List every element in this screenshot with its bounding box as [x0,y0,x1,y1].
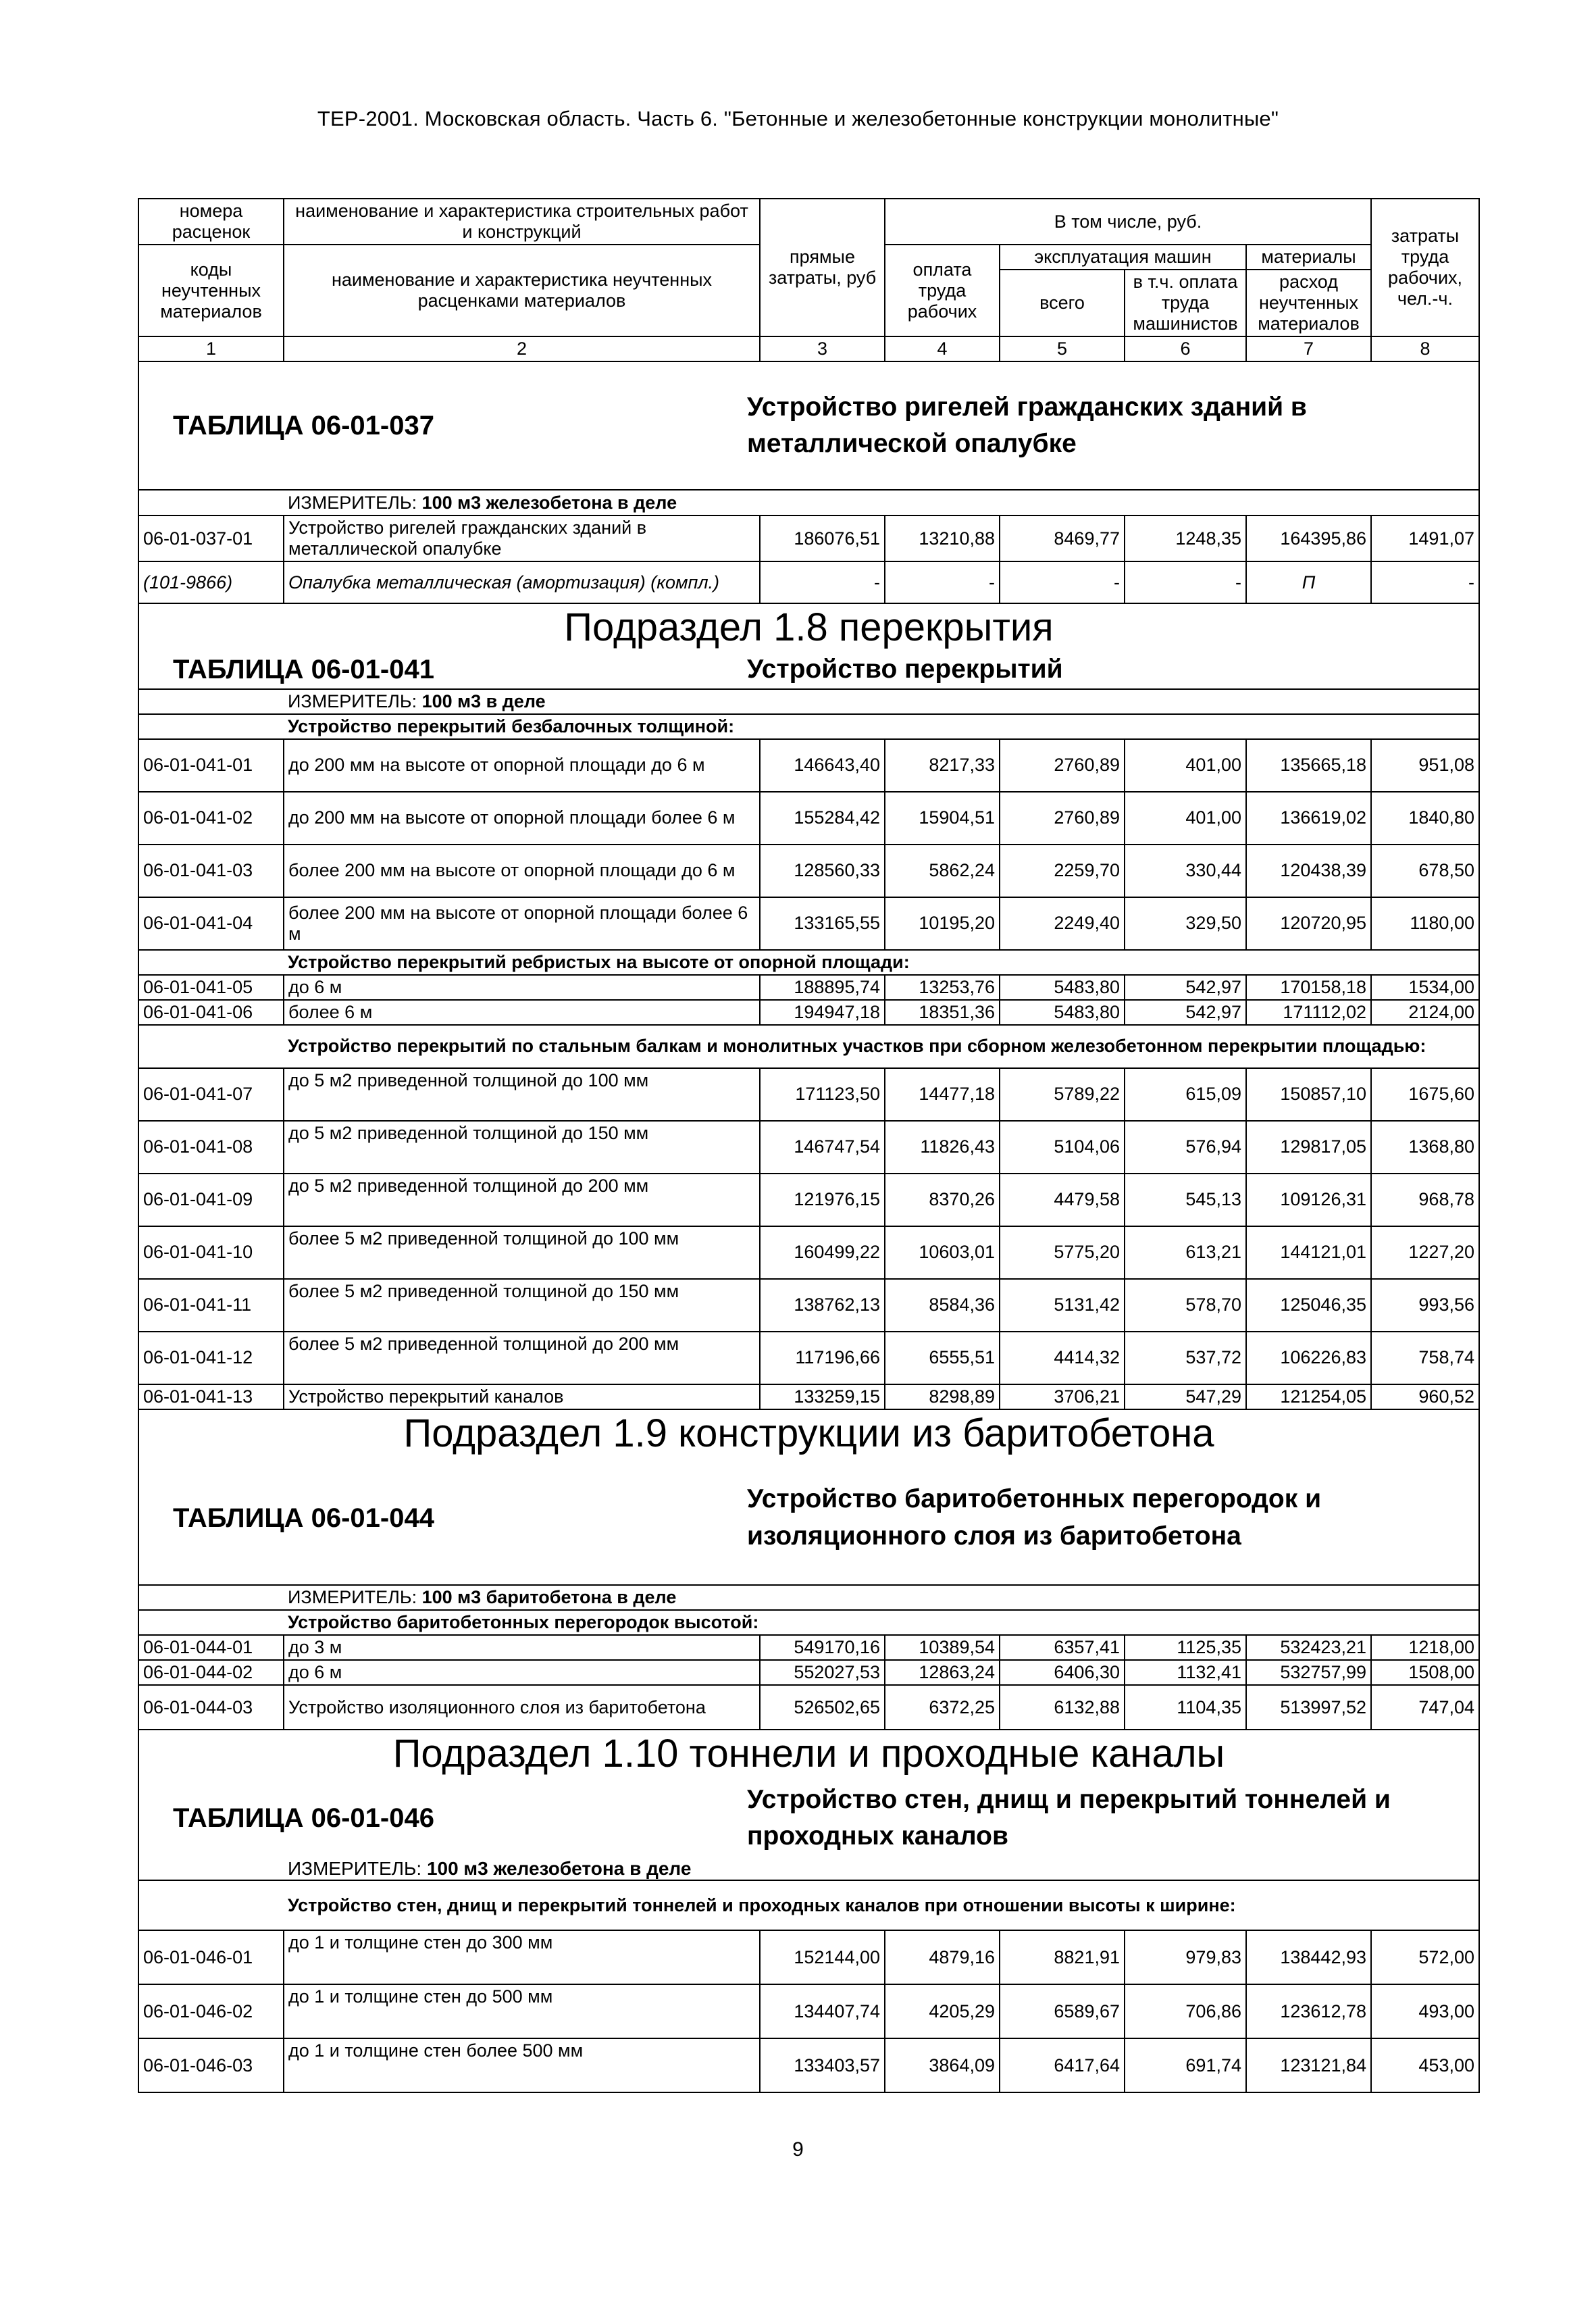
col-number: 8 [1371,336,1479,361]
rate-code: 06-01-044-01 [138,1635,284,1660]
value-labor: 1227,20 [1371,1226,1479,1279]
value-direct: 552027,53 [760,1660,885,1685]
table-heading-cell [138,361,1479,490]
value-operators: 615,09 [1125,1068,1246,1121]
value-wages: 8217,33 [885,739,1000,792]
value-operators: 330,44 [1125,845,1246,897]
value-operators: 542,97 [1125,975,1246,1000]
value-wages: 12863,24 [885,1660,1000,1685]
value-operators: 1132,41 [1125,1660,1246,1685]
table-row [138,561,1479,603]
table-row [138,1174,1479,1226]
value-wages: 18351,36 [885,1000,1000,1025]
rate-code: 06-01-044-02 [138,1660,284,1685]
value-materials: 125046,35 [1246,1279,1371,1332]
value-materials: П [1246,561,1371,603]
value-direct: 194947,18 [760,1000,885,1025]
value-labor: 1180,00 [1371,897,1479,950]
value-machines: 5483,80 [1000,1000,1125,1025]
value-labor: 968,78 [1371,1174,1479,1226]
rate-code: 06-01-044-03 [138,1685,284,1730]
subsection-title: Подраздел 1.10 тоннели и проходные каналы [392,1732,1225,1776]
value-machines: 5789,22 [1000,1068,1125,1121]
rate-code: 06-01-041-04 [138,897,284,950]
table-row [138,845,1479,897]
rate-name: до 5 м2 приведенной толщиной до 100 мм [284,1068,760,1121]
table-row [138,897,1479,950]
value-labor: 493,00 [1371,1984,1479,2038]
measure-value: 100 м3 баритобетона в деле [421,1586,677,1607]
value-labor: 453,00 [1371,2038,1479,2092]
group-row [138,950,1479,975]
table-id: ТАБЛИЦА 06-01-046 [173,1803,434,1834]
value-wages: 4879,16 [885,1930,1000,1984]
rate-name: до 200 мм на высоте от опорной площади до 6 м [284,739,760,792]
page-number: 9 [792,2138,804,2161]
col-number: 7 [1246,336,1371,361]
material-name: Опалубка металлическая (амортизация) (компл.) [284,561,760,603]
table-row [138,2038,1479,2092]
value-machines: 4414,32 [1000,1332,1125,1384]
value-labor: 1218,00 [1371,1635,1479,1660]
rate-name: более 200 мм на высоте от опорной площади до 6 м [284,845,760,897]
value-direct: 128560,33 [760,845,885,897]
value-machines: 4479,58 [1000,1174,1125,1226]
value-operators: 542,97 [1125,1000,1246,1025]
value-operators: - [1125,561,1246,603]
group-row [138,714,1479,739]
rate-name: до 3 м [284,1635,760,1660]
table-row [138,1635,1479,1660]
value-labor: 951,08 [1371,739,1479,792]
table-title: Устройство перекрытий [747,655,1063,684]
group-row [138,1880,1479,1930]
measure-text [284,689,1479,714]
measure-value: 100 м3 в деле [421,690,546,711]
table-row [138,792,1479,845]
col-number: 5 [1000,336,1125,361]
value-wages: - [885,561,1000,603]
value-labor: 572,00 [1371,1930,1479,1984]
value-wages: 8298,89 [885,1384,1000,1409]
value-labor: 960,52 [1371,1384,1479,1409]
value-direct: 121976,15 [760,1174,885,1226]
col-header-machines: эксплуатация машин [1000,245,1246,270]
value-machines: 3706,21 [1000,1384,1125,1409]
rate-code: 06-01-041-13 [138,1384,284,1409]
value-direct: 526502,65 [760,1685,885,1730]
value-machines: 2760,89 [1000,792,1125,845]
measure-label: ИЗМЕРИТЕЛЬ: [288,492,417,513]
value-wages: 10603,01 [885,1226,1000,1279]
col-header-materials: материалы [1246,245,1371,270]
value-operators: 1104,35 [1125,1685,1246,1730]
value-machines: 6417,64 [1000,2038,1125,2092]
table-037-heading [138,361,1479,490]
value-materials: 136619,02 [1246,792,1371,845]
value-materials: 106226,83 [1246,1332,1371,1384]
value-direct: - [760,561,885,603]
value-labor: 2124,00 [1371,1000,1479,1025]
measure-text [139,1858,1478,1880]
rate-code: 06-01-041-03 [138,845,284,897]
col-header-direct-costs: прямые затраты, руб [760,199,885,336]
rate-name: до 1 и толщине стен более 500 мм [284,2038,760,2092]
subsection-1-9 [138,1409,1479,1585]
rate-code: 06-01-041-06 [138,1000,284,1025]
rate-name: до 6 м [284,975,760,1000]
col-header-unaccounted: расход неучтенных материалов [1246,270,1371,336]
rate-name: до 5 м2 приведенной толщиной до 150 мм [284,1121,760,1174]
value-labor: 678,50 [1371,845,1479,897]
measure-value: 100 м3 железобетона в деле [421,492,677,513]
table-row [138,1984,1479,2038]
value-labor: 1840,80 [1371,792,1479,845]
value-direct: 138762,13 [760,1279,885,1332]
value-materials: 532423,21 [1246,1635,1371,1660]
value-operators: 613,21 [1125,1226,1246,1279]
col-number: 6 [1125,336,1246,361]
value-machines: 2760,89 [1000,739,1125,792]
table-id: ТАБЛИЦА 06-01-041 [173,655,434,685]
value-wages: 14477,18 [885,1068,1000,1121]
material-code: (101-9866) [138,561,284,603]
rate-code: 06-01-041-08 [138,1121,284,1174]
group-title: Устройство перекрытий по стальным балкам и монолитных участков при сборном железобетонном перекрытии площадью: [284,1025,1479,1068]
col-number: 1 [138,336,284,361]
value-wages: 10389,54 [885,1635,1000,1660]
value-labor: 1675,60 [1371,1068,1479,1121]
value-machines: 8469,77 [1000,515,1125,561]
rate-code: 06-01-041-07 [138,1068,284,1121]
table-row [138,1660,1479,1685]
table-title: Устройство баритобетонных перегородок и изоляционного слоя из баритобетона [747,1484,1322,1551]
col-header-material-name: наименование и характеристика неучтенных расценками материалов [284,245,760,336]
value-direct: 134407,74 [760,1984,885,2038]
value-operators: 576,94 [1125,1121,1246,1174]
rate-code: 06-01-037-01 [138,515,284,561]
group-title: Устройство перекрытий ребристых на высоте от опорной площади: [284,950,1479,975]
rate-code: 06-01-041-02 [138,792,284,845]
col-header-operator-wages: в т.ч. оплата труда машинистов [1125,270,1246,336]
col-number: 3 [760,336,885,361]
subsection-cell [138,1730,1479,1880]
value-labor: 1491,07 [1371,515,1479,561]
value-operators: 401,00 [1125,792,1246,845]
value-machines: 8821,91 [1000,1930,1125,1984]
rate-name: Устройство перекрытий каналов [284,1384,760,1409]
col-header-material-codes: коды неучтенных материалов [138,245,284,336]
value-direct: 155284,42 [760,792,885,845]
table-title: Устройство стен, днищ и перекрытий тоннелей и проходных каналов [747,1784,1391,1851]
value-direct: 549170,16 [760,1635,885,1660]
rate-code: 06-01-041-11 [138,1279,284,1332]
rate-name: более 5 м2 приведенной толщиной до 100 мм [284,1226,760,1279]
value-direct: 133165,55 [760,897,885,950]
value-operators: 537,72 [1125,1332,1246,1384]
rate-name: до 6 м [284,1660,760,1685]
table-title: Устройство ригелей гражданских зданий в металлической опалубке [747,392,1307,459]
rate-name: до 5 м2 приведенной толщиной до 200 мм [284,1174,760,1226]
table-row [138,1930,1479,1984]
subsection-1-8 [138,603,1479,688]
value-operators: 979,83 [1125,1930,1246,1984]
col-header-wages: оплата труда рабочих [885,245,1000,336]
rate-code: 06-01-041-12 [138,1332,284,1384]
value-operators: 1248,35 [1125,515,1246,561]
value-materials: 123612,78 [1246,1984,1371,2038]
table-row [138,515,1479,561]
value-operators: 1125,35 [1125,1635,1246,1660]
rate-code: 06-01-041-10 [138,1226,284,1279]
measure-text [284,1585,1479,1610]
measure-row [138,689,1479,714]
value-machines: 5483,80 [1000,975,1125,1000]
value-direct: 146747,54 [760,1121,885,1174]
value-direct: 152144,00 [760,1930,885,1984]
value-operators: 401,00 [1125,739,1246,792]
value-machines: 5131,42 [1000,1279,1125,1332]
table-row [138,1068,1479,1121]
rate-name: Устройство изоляционного слоя из баритобетона [284,1685,760,1730]
value-materials: 532757,99 [1246,1660,1371,1685]
value-materials: 109126,31 [1246,1174,1371,1226]
value-materials: 171112,02 [1246,1000,1371,1025]
col-number: 4 [885,336,1000,361]
value-wages: 10195,20 [885,897,1000,950]
table-row [138,975,1479,1000]
value-machines: 6132,88 [1000,1685,1125,1730]
rate-name: Устройство ригелей гражданских зданий в металлической опалубке [284,515,760,561]
measure-text [284,490,1479,515]
value-materials: 164395,86 [1246,515,1371,561]
value-wages: 3864,09 [885,2038,1000,2092]
subsection-cell [138,1409,1479,1585]
col-header-name: наименование и характеристика строительных работ и конструкций [284,199,760,245]
value-machines: 2249,40 [1000,897,1125,950]
rate-code: 06-01-046-03 [138,2038,284,2092]
value-wages: 5862,24 [885,845,1000,897]
subsection-cell [138,603,1479,688]
table-row [138,1332,1479,1384]
value-materials: 138442,93 [1246,1930,1371,1984]
value-materials: 144121,01 [1246,1226,1371,1279]
value-labor: 993,56 [1371,1279,1479,1332]
value-labor: 758,74 [1371,1332,1479,1384]
document-header: ТЕР-2001. Московская область. Часть 6. "Бетонные и железобетонные конструкции монолитные" [317,107,1279,130]
rate-code: 06-01-041-05 [138,975,284,1000]
header-numbers-row [138,336,1479,361]
group-row [138,1025,1479,1068]
value-machines: 6357,41 [1000,1635,1125,1660]
measure-row [138,490,1479,515]
value-wages: 8370,26 [885,1174,1000,1226]
value-labor: - [1371,561,1479,603]
value-materials: 121254,05 [1246,1384,1371,1409]
value-operators: 329,50 [1125,897,1246,950]
measure-label: ИЗМЕРИТЕЛЬ: [288,1857,422,1879]
rate-name: до 1 и толщине стен до 300 мм [284,1930,760,1984]
rate-name: до 1 и толщине стен до 500 мм [284,1984,760,2038]
subsection-title: Подраздел 1.9 конструкции из баритобетона [403,1411,1214,1455]
group-title: Устройство перекрытий безбалочных толщиной: [284,714,1479,739]
value-operators: 706,86 [1125,1984,1246,2038]
header-row-1 [138,199,1479,245]
value-direct: 186076,51 [760,515,885,561]
table-row [138,1000,1479,1025]
value-labor: 1368,80 [1371,1121,1479,1174]
value-wages: 6555,51 [885,1332,1000,1384]
value-direct: 146643,40 [760,739,885,792]
value-machines: 5104,06 [1000,1121,1125,1174]
table-row [138,1685,1479,1730]
value-wages: 13210,88 [885,515,1000,561]
rate-name: более 200 мм на высоте от опорной площади более 6 м [284,897,760,950]
value-direct: 188895,74 [760,975,885,1000]
group-title: Устройство стен, днищ и перекрытий тоннелей и проходных каналов при отношении высоты к ширине: [284,1880,1479,1930]
value-operators: 547,29 [1125,1384,1246,1409]
measure-label: ИЗМЕРИТЕЛЬ: [288,690,417,711]
rate-name: более 5 м2 приведенной толщиной до 200 мм [284,1332,760,1384]
value-operators: 691,74 [1125,2038,1246,2092]
value-wages: 15904,51 [885,792,1000,845]
value-wages: 13253,76 [885,975,1000,1000]
value-wages: 4205,29 [885,1984,1000,2038]
col-header-labor: затраты труда рабочих, чел.-ч. [1371,199,1479,336]
measure-row [138,1585,1479,1610]
value-materials: 123121,84 [1246,2038,1371,2092]
col-number: 2 [284,336,760,361]
value-direct: 160499,22 [760,1226,885,1279]
value-materials: 170158,18 [1246,975,1371,1000]
value-direct: 117196,66 [760,1332,885,1384]
rates-table [138,198,1480,2093]
table-id: ТАБЛИЦА 06-01-037 [173,411,434,441]
rate-code: 06-01-041-01 [138,739,284,792]
value-machines: 6406,30 [1000,1660,1125,1685]
subsection-1-10 [138,1730,1479,1880]
group-row [138,1610,1479,1635]
group-title: Устройство баритобетонных перегородок высотой: [284,1610,1479,1635]
value-machines: 2259,70 [1000,845,1125,897]
col-header-total: всего [1000,270,1125,336]
rate-name: более 6 м [284,1000,760,1025]
value-wages: 11826,43 [885,1121,1000,1174]
value-materials: 120720,95 [1246,897,1371,950]
rate-code: 06-01-046-01 [138,1930,284,1984]
value-direct: 171123,50 [760,1068,885,1121]
table-row [138,1226,1479,1279]
value-direct: 133259,15 [760,1384,885,1409]
measure-label: ИЗМЕРИТЕЛЬ: [288,1586,417,1607]
value-labor: 1534,00 [1371,975,1479,1000]
value-machines: - [1000,561,1125,603]
measure-value: 100 м3 железобетона в деле [426,1857,692,1879]
value-materials: 129817,05 [1246,1121,1371,1174]
table-row [138,739,1479,792]
value-operators: 545,13 [1125,1174,1246,1226]
table-row [138,1121,1479,1174]
value-materials: 120438,39 [1246,845,1371,897]
subsection-title: Подраздел 1.8 перекрытия [564,605,1054,650]
col-header-codes: номера расценок [138,199,284,245]
value-wages: 6372,25 [885,1685,1000,1730]
value-labor: 1508,00 [1371,1660,1479,1685]
rate-code: 06-01-046-02 [138,1984,284,2038]
rate-name: более 5 м2 приведенной толщиной до 150 мм [284,1279,760,1332]
table-row [138,1279,1479,1332]
col-header-including: В том числе, руб. [885,199,1371,245]
value-operators: 578,70 [1125,1279,1246,1332]
table-id: ТАБЛИЦА 06-01-044 [173,1503,434,1534]
value-materials: 135665,18 [1246,739,1371,792]
table-row [138,1384,1479,1409]
value-labor: 747,04 [1371,1685,1479,1730]
value-machines: 5775,20 [1000,1226,1125,1279]
value-materials: 513997,52 [1246,1685,1371,1730]
value-materials: 150857,10 [1246,1068,1371,1121]
value-machines: 6589,67 [1000,1984,1125,2038]
value-wages: 8584,36 [885,1279,1000,1332]
rate-code: 06-01-041-09 [138,1174,284,1226]
rate-name: до 200 мм на высоте от опорной площади более 6 м [284,792,760,845]
value-direct: 133403,57 [760,2038,885,2092]
